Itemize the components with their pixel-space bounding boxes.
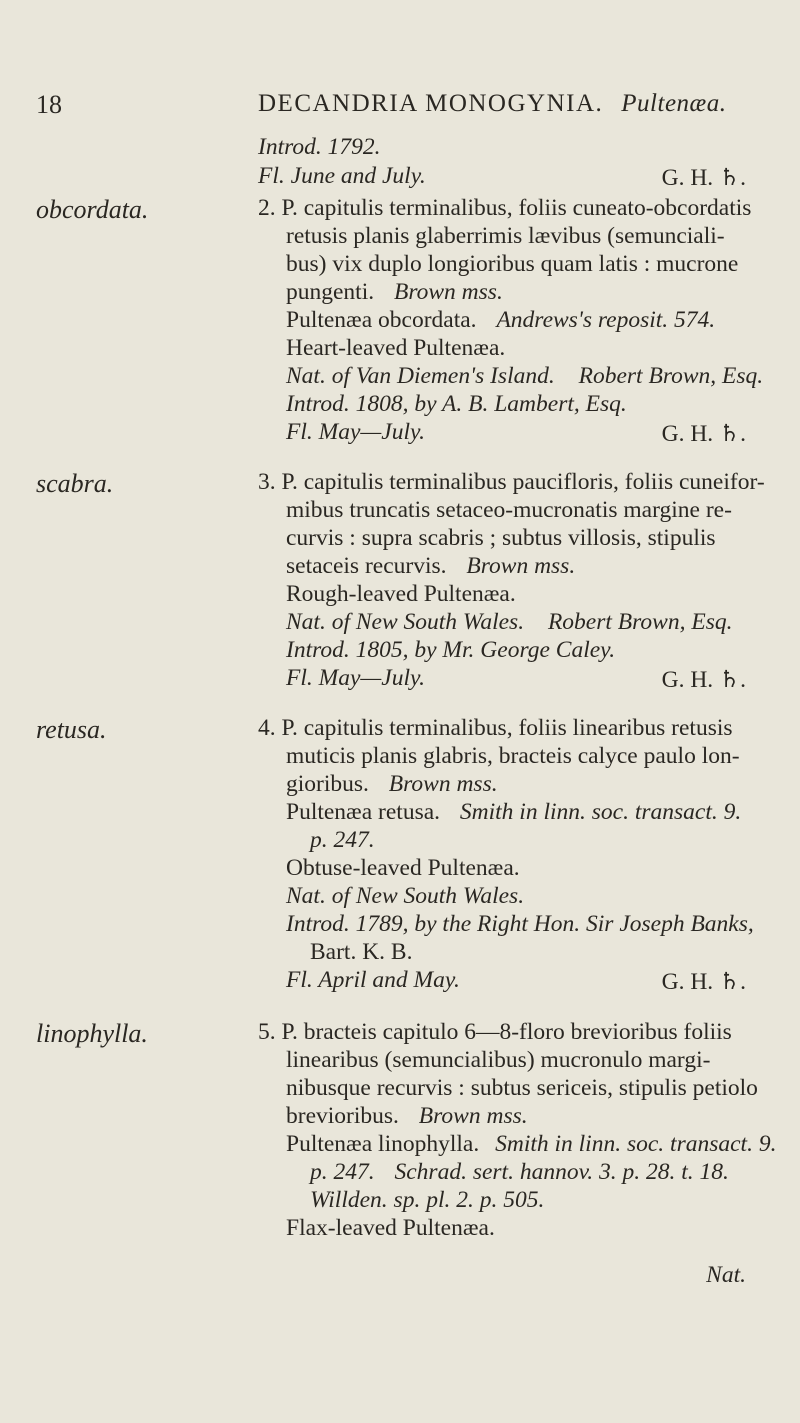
habitat: G. H. ♄. — [661, 667, 746, 693]
native-of: Nat. of Van Diemen's Island. Robert Brown, Esq. — [286, 363, 764, 389]
diagnosis-line: nibusque recurvis : subtus sericeis, stipulis petiolo — [286, 1075, 758, 1101]
margin-name-retusa: retusa. — [36, 715, 107, 744]
flowering: Fl. April and May. — [286, 967, 460, 993]
introduced: Introd. 1805, by Mr. George Caley. — [286, 637, 616, 663]
english-name: Obtuse-leaved Pultenæa. — [286, 855, 520, 881]
species-entry-scabra — [258, 469, 765, 496]
authority: Brown mss. — [388, 771, 498, 797]
diagnosis-line: retusis planis glaberrimis lævibus (semunciali- — [286, 223, 725, 249]
habitat: G. H. ♄. — [661, 421, 746, 447]
diagnosis-line: P. bracteis capitulo 6—8-floro brevioribus foliis — [281, 1019, 732, 1045]
running-title — [258, 90, 726, 118]
species-number: 2. — [258, 195, 276, 221]
diagnosis-line: P. capitulis terminalibus, foliis linearibus retusis — [281, 715, 733, 741]
species-entry-obcordata — [258, 195, 751, 222]
authority: Brown mss. — [466, 553, 576, 579]
synonym-ref: Willden. sp. pl. 2. p. 505. — [310, 1187, 545, 1213]
authority: Brown mss. — [418, 1103, 528, 1129]
catchword: Nat. — [706, 1262, 746, 1288]
synonym-ref: p. 247. — [310, 827, 375, 853]
introduced: Introd. 1808, by A. B. Lambert, Esq. — [286, 391, 627, 417]
species-number: 4. — [258, 715, 276, 741]
diagnosis-line: muticis planis glabris, bracteis calyce paulo lon- — [286, 743, 740, 769]
margin-name-scabra: scabra. — [36, 469, 114, 498]
authority: Brown mss. — [394, 279, 503, 305]
species-entry-retusa — [258, 715, 733, 742]
running-title-text: DECANDRIA MONOGYNIA. — [258, 90, 604, 117]
margin-name-obcordata: obcordata. — [36, 195, 149, 224]
synonym-ref: p. 247. Schrad. sert. hannov. 3. p. 28. t. 18. — [310, 1159, 729, 1185]
species-number: 3. — [258, 469, 276, 495]
diagnosis-line: gioribus. Brown mss. — [286, 771, 498, 797]
native-of: Nat. of New South Wales. — [286, 883, 525, 909]
english-name: Heart-leaved Pultenæa. — [286, 335, 506, 361]
synonym: Pultenæa retusa. Smith in linn. soc. transact. 9. — [286, 799, 742, 825]
synonym: Pultenæa obcordata. Andrews's reposit. 574. — [286, 307, 716, 333]
flowering: Fl. May—July. — [286, 665, 426, 691]
introduced-cont: Bart. K. B. — [310, 939, 413, 965]
margin-name-linophylla: linophylla. — [36, 1019, 148, 1048]
synonym: Pultenæa linophylla. Smith in linn. soc. transact. 9. — [286, 1131, 777, 1157]
running-title-genus: Pultenæa. — [621, 90, 727, 117]
diagnosis-line: curvis : supra scabris ; subtus villosis, stipulis — [286, 525, 716, 551]
english-name: Flax-leaved Pultenæa. — [286, 1215, 495, 1241]
diagnosis-line: setaceis recurvis. Brown mss. — [286, 553, 576, 579]
diagnosis-line: mibus truncatis setaceo-mucronatis margine re- — [286, 497, 732, 523]
flowering: Fl. May—July. — [286, 419, 426, 445]
diagnosis-line: P. capitulis terminalibus, foliis cuneato-obcordatis — [281, 195, 752, 221]
introduced: Introd. 1789, by the Right Hon. Sir Joseph Banks, — [286, 911, 754, 937]
diagnosis-line: bus) vix duplo longioribus quam latis : mucrone — [286, 251, 739, 277]
species-entry-linophylla — [258, 1019, 732, 1046]
english-name: Rough-leaved Pultenæa. — [286, 581, 516, 607]
intro-introd: Introd. 1792. — [258, 134, 381, 160]
habitat: G. H. ♄. — [661, 969, 746, 995]
intro-flowering: Fl. June and July. — [258, 163, 426, 189]
native-of: Nat. of New South Wales. Robert Brown, Esq. — [286, 609, 733, 635]
diagnosis-line: brevioribus. Brown mss. — [286, 1103, 528, 1129]
page-number: 18 — [36, 90, 62, 119]
diagnosis-line: P. capitulis terminalibus paucifloris, foliis cuneifor- — [281, 469, 765, 495]
intro-habitat: G. H. ♄. — [661, 165, 746, 191]
diagnosis-line: linearibus (semuncialibus) mucronulo margi- — [286, 1047, 711, 1073]
diagnosis-line: pungenti. Brown mss. — [286, 279, 503, 305]
species-number: 5. — [258, 1019, 276, 1045]
